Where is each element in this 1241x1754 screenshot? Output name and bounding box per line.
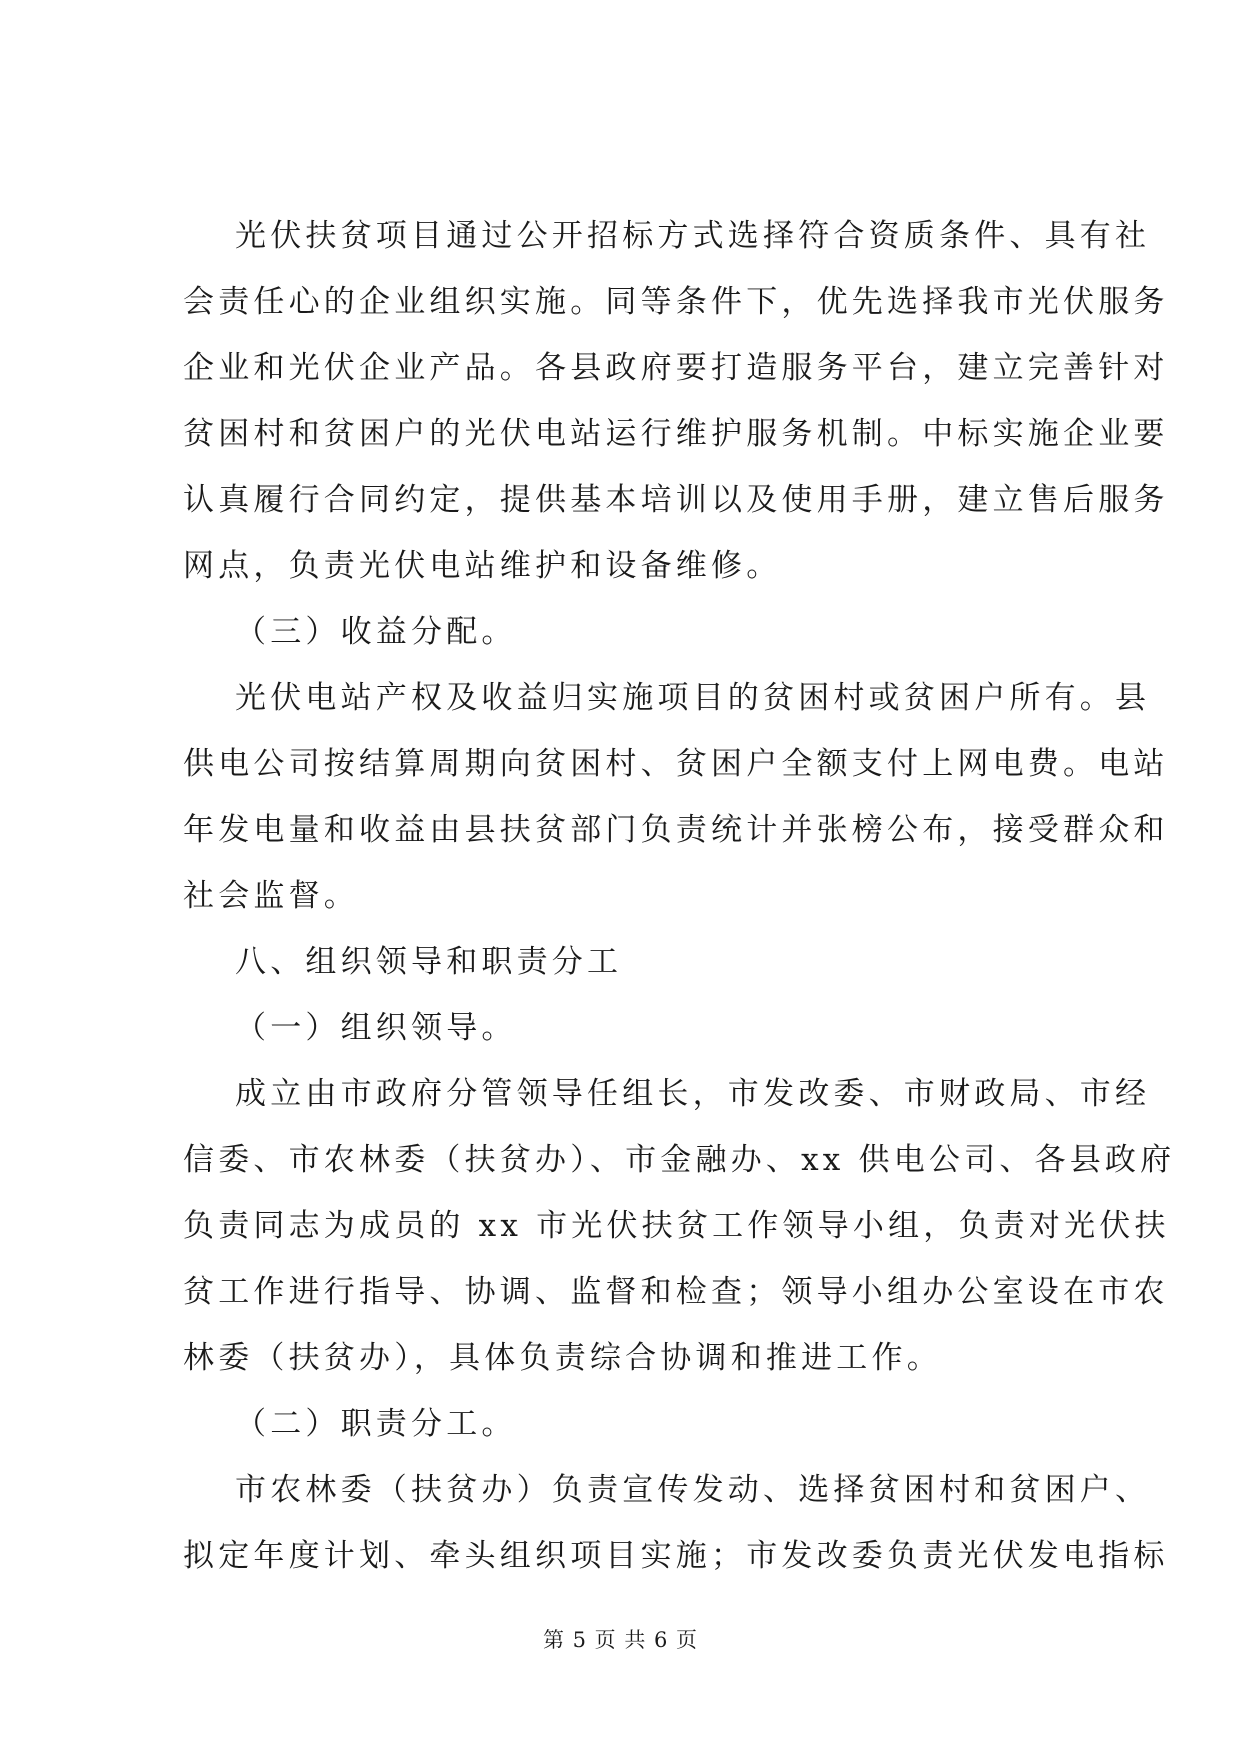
section-subheading: （三）收益分配。	[235, 614, 517, 650]
section-subheading: （一）组织领导。	[235, 1010, 517, 1046]
paragraph-line: 拟定年度计划、牵头组织项目实施；市发改委负责光伏发电指标	[183, 1538, 1169, 1574]
paragraph-line: 企业和光伏企业产品。各县政府要打造服务平台，建立完善针对	[183, 350, 1169, 386]
paragraph-line: 市农林委（扶贫办）负责宣传发动、选择贫困村和贫困户、	[235, 1472, 1151, 1508]
paragraph-line: 信委、市农林委（扶贫办）、市金融办、xx 供电公司、各县政府	[183, 1142, 1176, 1178]
paragraph-line: 成立由市政府分管领导任组长，市发改委、市财政局、市经	[235, 1076, 1151, 1112]
paragraph-line: 林委（扶贫办），具体负责综合协调和推进工作。	[183, 1340, 942, 1376]
paragraph-line: 光伏电站产权及收益归实施项目的贫困村或贫困户所有。县	[235, 680, 1151, 716]
paragraph-line: 负责同志为成员的 xx 市光伏扶贫工作领导小组，负责对光伏扶	[183, 1208, 1170, 1244]
paragraph-line: 认真履行合同约定，提供基本培训以及使用手册，建立售后服务	[183, 482, 1169, 518]
paragraph-line: 光伏扶贫项目通过公开招标方式选择符合资质条件、具有社	[235, 218, 1151, 254]
paragraph-line: 供电公司按结算周期向贫困村、贫困户全额支付上网电费。电站	[183, 746, 1169, 782]
paragraph-line: 会责任心的企业组织实施。同等条件下，优先选择我市光伏服务	[183, 284, 1169, 320]
paragraph-line: 年发电量和收益由县扶贫部门负责统计并张榜公布，接受群众和	[183, 812, 1169, 848]
paragraph-line: 网点，负责光伏电站维护和设备维修。	[183, 548, 782, 584]
paragraph-line: 社会监督。	[183, 878, 359, 914]
section-heading: 八、组织领导和职责分工	[235, 944, 623, 980]
section-subheading: （二）职责分工。	[235, 1406, 517, 1442]
paragraph-line: 贫困村和贫困户的光伏电站运行维护服务机制。中标实施企业要	[183, 416, 1169, 452]
page-number-footer: 第 5 页 共 6 页	[542, 1628, 699, 1652]
paragraph-line: 贫工作进行指导、协调、监督和检查；领导小组办公室设在市农	[183, 1274, 1169, 1310]
